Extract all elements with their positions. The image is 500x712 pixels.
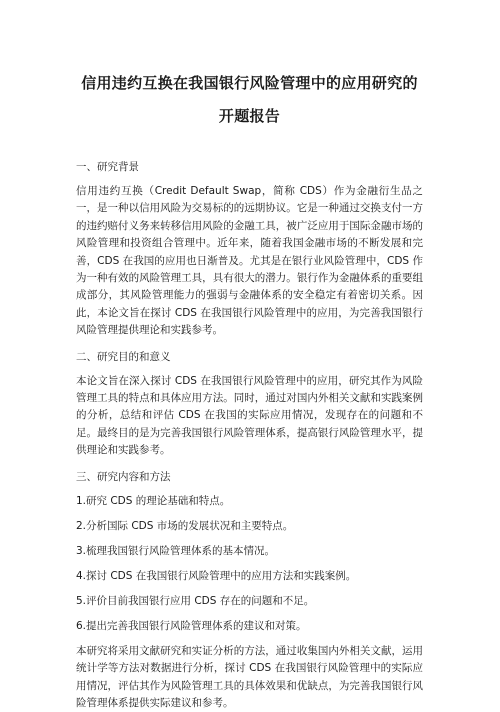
content-list-item-6: 6.提出完善我国银行风险管理体系的建议和对策。 bbox=[76, 619, 307, 632]
content-list-item-5: 5.评价目前我国银行应用 CDS 存在的问题和不足。 bbox=[76, 594, 315, 607]
purpose-paragraph: 本论文旨在深入探讨 CDS 在我国银行风险管理中的应用，研究其作为风险管理工具的特点和具体应用方法。同时，通过对国内外相关文献和实践案例的分析，总结和评估 CDS 在我国的实际应用情况，发现存在的问题和不足。最终目的是为完善我国银行风险管理体系，提高银行风险管理水平，提供理论和实践参考。 bbox=[76, 374, 423, 457]
content-list-item-4: 4.探讨 CDS 在我国银行风险管理中的应用方法和实践案例。 bbox=[76, 569, 357, 582]
document-title: 信用违约互换在我国银行风险管理中的应用研究的开题报告 bbox=[81, 74, 418, 125]
section-heading-purpose: 二、研究目的和意义 bbox=[76, 350, 171, 363]
section-heading-background: 一、研究背景 bbox=[76, 161, 139, 173]
content-list-item-2: 2.分析国际 CDS 市场的发展状况和主要特点。 bbox=[76, 519, 294, 532]
section-heading-content-methods: 三、研究内容和方法 bbox=[76, 470, 171, 483]
methods-paragraph: 本研究将采用文献研究和实证分析的方法，通过收集国内外相关文献，运用统计学等方法对数据进行分析，探讨 CDS 在我国银行风险管理中的实际应用情况，评估其作为风险管理工具的具体效果和优缺点，为完善我国银行风险管理体系提供实际建议和参考。 bbox=[76, 644, 423, 709]
content-list-item-3: 3.梳理我国银行风险管理体系的基本情况。 bbox=[76, 544, 276, 557]
content-list-item-1: 1.研究 CDS 的理论基础和特点。 bbox=[76, 494, 231, 507]
background-paragraph: 信用违约互换（Credit Default Swap，简称 CDS）作为金融衍生品之一，是一种以信用风险为交易标的的远期协议。它是一种通过交换支付一方的违约赔付义务来转移信用风险的金融工具，被广泛应用于国际金融市场的风险管理和投资组合管理中。近年来，随着我国金融市场的不断发展和完善，CDS 在我国的应用也日渐普及。尤其是在银行业风险管理中，CDS 作为一种有效的风险管理工具，具有很大的潜力。银行作为金融体系的重要组成部分，其风险管理能力的强弱与金融体系的安全稳定有着密切关系。因此，本论文旨在探讨 CDS 在我国银行风险管理中的应用，为完善我国银行风险管理提供理论和实践参考。 bbox=[76, 185, 423, 337]
